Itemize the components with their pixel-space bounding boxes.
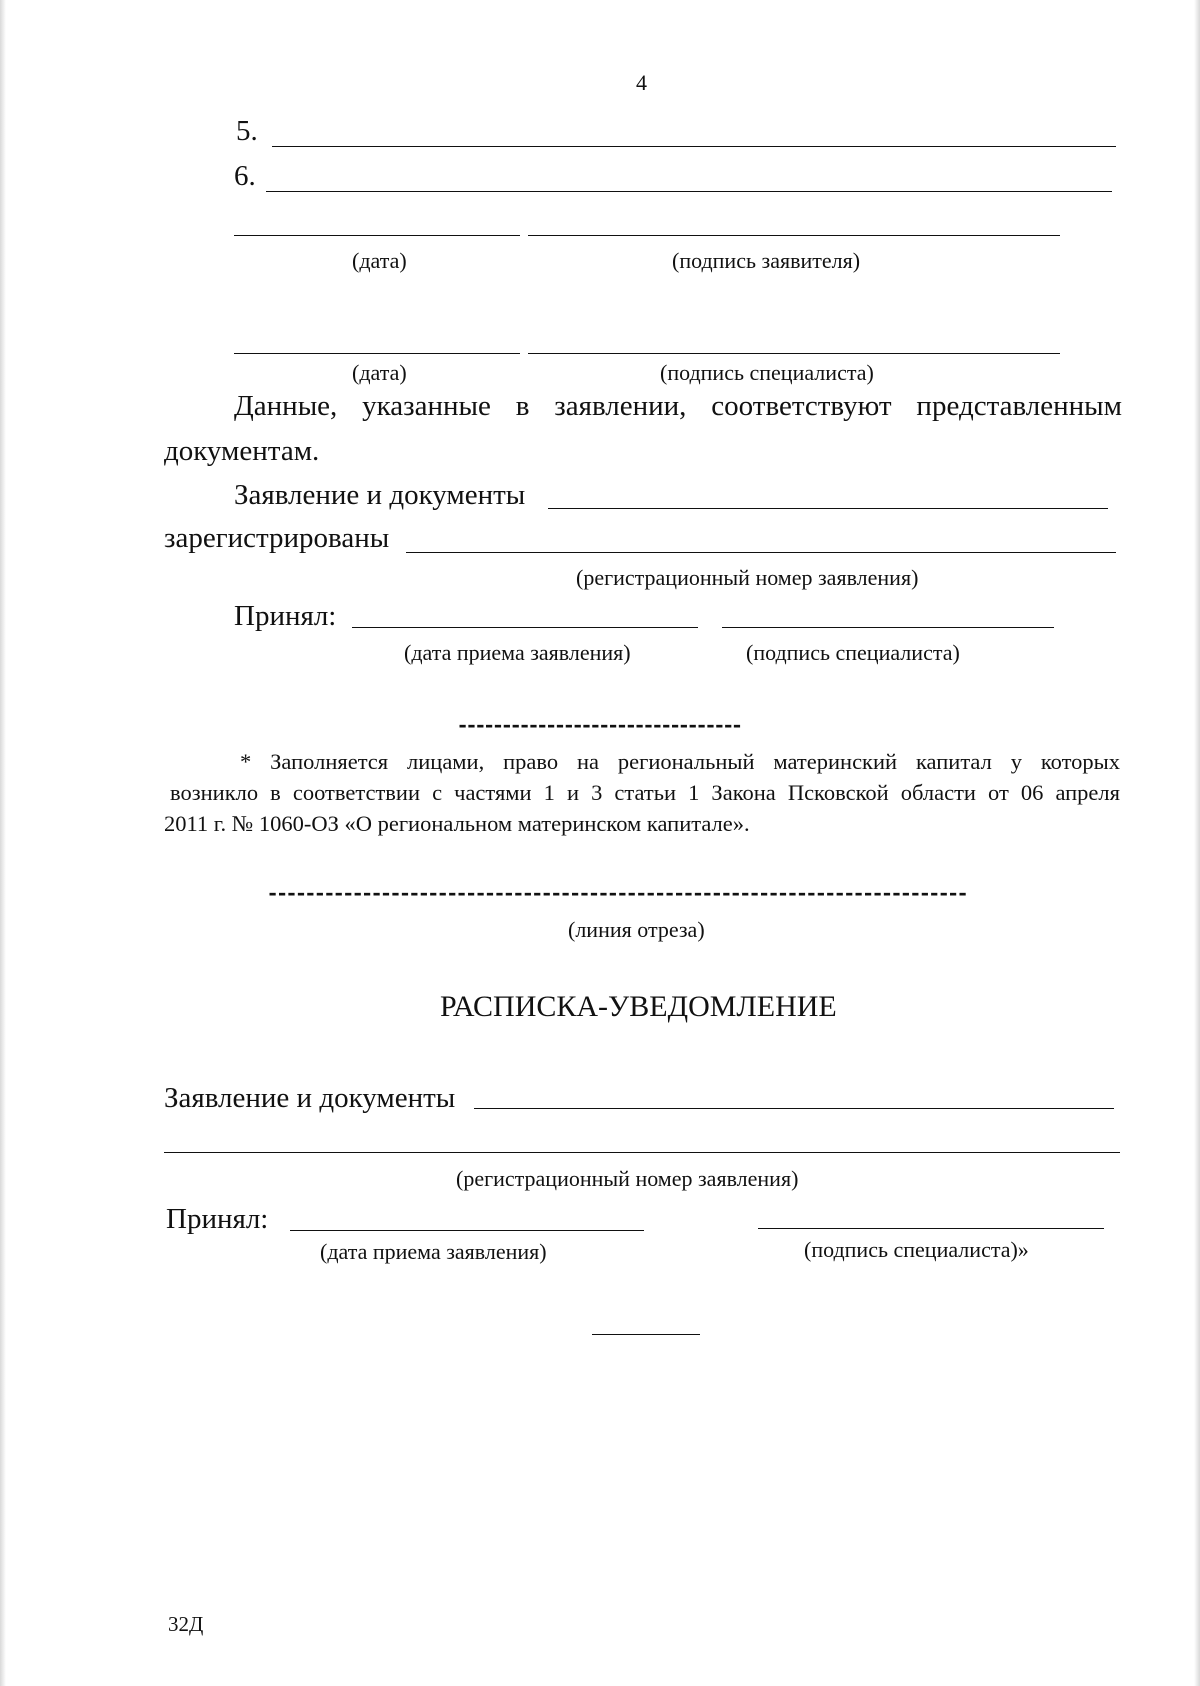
list-item-6-line[interactable]	[266, 191, 1112, 192]
applicant-signature-caption: (подпись заявителя)	[672, 248, 861, 273]
applicant-date-caption: (дата)	[352, 248, 407, 273]
footnote-line-1: * Заполняется лицами, право на региональный материнский капитал у которых	[240, 749, 1120, 774]
accepted-label: Принял:	[234, 600, 337, 632]
receipt-date-caption: (дата приема заявления)	[320, 1239, 547, 1264]
receipt-docs-line[interactable]	[474, 1108, 1114, 1109]
cut-line-caption: (линия отреза)	[568, 917, 705, 942]
list-item-5-line[interactable]	[272, 146, 1116, 147]
specialist-date-caption: (дата)	[352, 360, 407, 385]
receipt-date-line[interactable]	[290, 1230, 644, 1231]
list-item-5-label: 5.	[236, 115, 258, 147]
receipt-number-caption: (регистрационный номер заявления)	[456, 1166, 799, 1191]
registration-number-caption: (регистрационный номер заявления)	[576, 565, 919, 590]
specialist-signature-line[interactable]	[528, 353, 1060, 354]
footer-code: 32Д	[168, 1612, 204, 1636]
specialist-signature-caption: (подпись специалиста)	[660, 360, 874, 385]
receipt-signature-line[interactable]	[758, 1228, 1104, 1229]
statement-line-2: документам.	[164, 435, 320, 467]
registration-number-line[interactable]	[406, 552, 1116, 553]
specialist-date-line[interactable]	[234, 353, 520, 354]
accepted-date-line[interactable]	[352, 627, 698, 628]
registration-label-1: Заявление и документы	[234, 479, 526, 511]
list-item-6-label: 6.	[234, 160, 256, 192]
accepted-date-caption: (дата приема заявления)	[404, 640, 631, 665]
end-rule	[592, 1334, 700, 1335]
accepted-signature-caption: (подпись специалиста)	[746, 640, 960, 665]
scan-edge-right	[1194, 0, 1200, 1686]
receipt-title: РАСПИСКА-УВЕДОМЛЕНИЕ	[440, 990, 837, 1023]
statement-line-1: Данные, указанные в заявлении, соответствуют представленным	[234, 390, 1122, 422]
receipt-signature-caption: (подпись специалиста)»	[804, 1237, 1029, 1262]
applicant-signature-line[interactable]	[528, 235, 1060, 236]
accepted-signature-line[interactable]	[722, 627, 1054, 628]
separator-short: --------------------------------	[456, 714, 740, 739]
footnote-line-3: 2011 г. № 1060-ОЗ «О региональном материнском капитале».	[164, 811, 750, 836]
receipt-accepted-label: Принял:	[166, 1203, 269, 1235]
cut-line: --------------------------------------------------------------------------	[266, 882, 966, 907]
registration-label-2: зарегистрированы	[164, 522, 390, 554]
page-number: 4	[636, 70, 647, 95]
receipt-docs-label: Заявление и документы	[164, 1082, 456, 1114]
registration-docs-line[interactable]	[548, 508, 1108, 509]
applicant-date-line[interactable]	[234, 235, 520, 236]
scan-edge-left	[0, 0, 6, 1686]
footnote-line-2: возникло в соответствии с частями 1 и 3 статьи 1 Закона Псковской области от 06 апреля	[170, 780, 1120, 805]
receipt-number-line[interactable]	[164, 1152, 1120, 1153]
